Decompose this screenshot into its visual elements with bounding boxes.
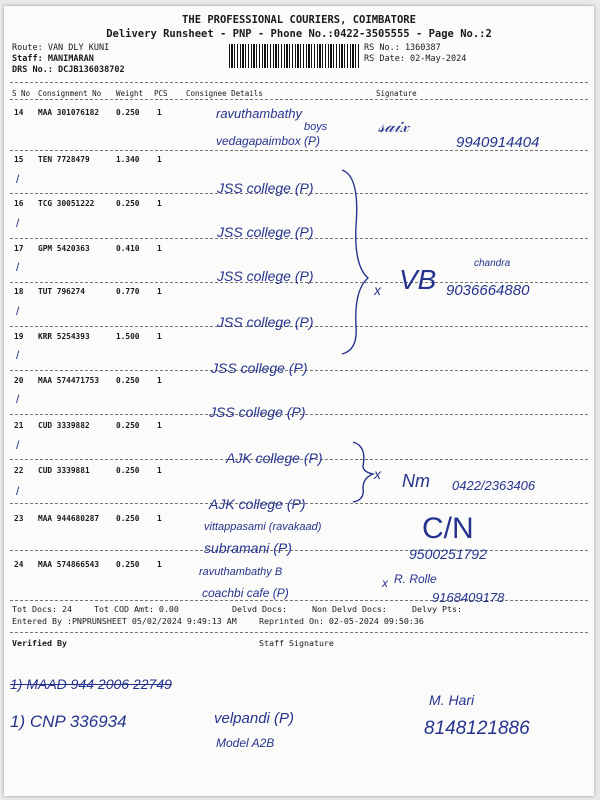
runsheet-page [4,6,594,796]
hw-r14-b: boys [304,121,328,133]
hw-r20: JSS college (P) [209,404,306,420]
row-19-weight: 1.500 [116,332,140,341]
staff-label: Staff: MANIMARAN [12,54,94,64]
hw-r18: JSS college (P) [217,314,314,330]
row-20-pcs: 1 [157,376,162,385]
row-14-weight: 0.250 [116,108,140,117]
total-docs: Tot Docs: 24 [12,604,72,614]
hw-cross-mark-3: x [382,576,388,590]
col-consignee: Consignee Details [186,89,263,98]
hw-r22-phone: 0422/2363406 [452,478,536,493]
hw-r24-a: ravuthambathy B [199,566,283,578]
row-21-consignment: CUD 3339882 [38,421,90,430]
row-21-pcs: 1 [157,421,162,430]
company-title: THE PROFESSIONAL COURIERS, COIMBATORE [182,14,416,26]
delivered-docs: Delvd Docs: [232,604,287,614]
hw-signature-nm: Nm [402,471,430,491]
row-22-pcs: 1 [157,466,162,475]
col-sno: S No [12,89,31,98]
hw-sig-phone: 9036664880 [446,282,530,299]
row-22-sno: 22 [14,466,24,475]
row-21-weight: 0.250 [116,421,140,430]
total-cod: Tot COD Amt: 0.00 [94,604,179,614]
hw-note-2: 1) CNP 336934 [10,712,127,731]
check-mark-19: / [16,348,20,362]
row-17-pcs: 1 [157,244,162,253]
row-21-sno: 21 [14,421,24,430]
col-consignment: Consignment No [38,89,102,98]
col-pcs: PCS [154,89,168,98]
row-19-consignment: KRR 5254393 [38,332,90,341]
hw-note-4: Model A2B [216,736,275,750]
row-20-sno: 20 [14,376,24,385]
reprinted-on: Reprinted On: 02-05-2024 09:50:36 [259,616,424,626]
hw-r16: JSS college (P) [217,224,314,240]
row-14-sno: 14 [14,108,24,117]
check-mark-21: / [16,438,20,452]
row-16-weight: 0.250 [116,199,140,208]
row-17-weight: 0.410 [116,244,140,253]
hw-r15: JSS college (P) [217,180,314,196]
row-24-weight: 0.250 [116,560,140,569]
barcode-image [229,44,361,68]
drs-label: DRS No.: DCJB136038702 [12,65,125,75]
row-22-consignment: CUD 3339881 [38,466,90,475]
row-16-sno: 16 [14,199,24,208]
hw-signature-squiggle: 𝓈𝒶𝒾𝓍 [378,116,409,136]
non-delivered-docs: Non Delvd Docs: [312,604,387,614]
hw-note-1: 1) MAAD 944 2006 22749 [10,676,172,692]
row-rule [10,550,588,551]
header-rule [10,82,588,83]
hw-r19: JSS college (P) [211,360,308,376]
row-14-consignment: MAA 301076182 [38,108,100,117]
hw-r23-sig: C/N [422,512,474,545]
check-mark-16: / [16,216,20,230]
hw-r24-phone: 9168409178 [432,590,505,605]
hw-r14-a: ravuthambathy [216,106,302,121]
check-mark-15: / [16,172,20,186]
hw-r17: JSS college (P) [217,268,314,284]
hw-r21: AJK college (P) [226,450,323,466]
rs-date: RS Date: 02-May-2024 [364,54,467,64]
row-18-pcs: 1 [157,287,162,296]
hw-note-5: M. Hari [429,692,475,708]
rs-number: RS No.: 1360387 [364,43,441,53]
hw-r24-b: coachbi cafe (P) [202,586,289,600]
row-23-weight: 0.250 [116,514,140,523]
row-16-consignment: TCG 30051222 [38,199,95,208]
hw-sig-name: chandra [474,258,511,269]
staff-signature-label: Staff Signature [259,638,334,648]
footer-rule [10,632,588,633]
hw-r22: AJK college (P) [209,496,306,512]
row-23-consignment: MAA 944680287 [38,514,100,523]
entered-by: Entered By :PNPRUNSHEET 05/02/2024 9:49:13 AM [12,616,237,626]
row-18-sno: 18 [14,287,24,296]
hw-r23-phone: 9500251792 [409,546,487,562]
hw-r23-b: subramani (P) [204,540,292,556]
row-24-consignment: MAA 574866543 [38,560,100,569]
row-19-sno: 19 [14,332,24,341]
delivery-points: Delvy Pts: [412,604,462,614]
row-20-consignment: MAA 574471753 [38,376,100,385]
row-22-weight: 0.250 [116,466,140,475]
col-weight: Weight [116,89,144,98]
check-mark-18: / [16,304,20,318]
hw-note-3: velpandi (P) [214,710,295,727]
row-23-pcs: 1 [157,514,162,523]
hw-r23-a: vittappasami (ravakaad) [204,521,322,533]
check-mark-17: / [16,260,20,274]
check-mark-22: / [16,484,20,498]
row-23-sno: 23 [14,514,24,523]
col-signature: Signature [376,89,417,98]
row-17-consignment: GPM 5420363 [38,244,90,253]
row-15-weight: 1.340 [116,155,140,164]
row-18-weight: 0.770 [116,287,140,296]
row-18-consignment: TUT 796274 [38,287,85,296]
verified-by: Verified By [12,638,67,648]
hw-cross-mark-2: x [374,466,381,482]
row-24-sno: 24 [14,560,24,569]
colhead-rule [10,99,588,100]
hw-cross-mark: x [374,282,381,298]
hw-r14-phone: 9940914404 [456,134,540,151]
row-19-pcs: 1 [157,332,162,341]
row-24-pcs: 1 [157,560,162,569]
hw-r14-c: vedagapaimbox (P) [216,134,321,148]
route-label: Route: VAN DLY KUNI [12,43,110,53]
row-15-consignment: TEN 7728479 [38,155,90,164]
row-15-pcs: 1 [157,155,162,164]
hw-note-6: 8148121886 [424,718,530,739]
row-15-sno: 15 [14,155,24,164]
row-17-sno: 17 [14,244,24,253]
hw-r24-sig: R. Rolle [394,572,437,586]
row-14-pcs: 1 [157,108,162,117]
row-20-weight: 0.250 [116,376,140,385]
row-16-pcs: 1 [157,199,162,208]
bracket-mark [334,166,374,356]
check-mark-20: / [16,392,20,406]
runsheet-subtitle: Delivery Runsheet - PNP - Phone No.:0422-3505555 - Page No.:2 [106,28,492,40]
hw-signature-vb: VB [399,264,437,295]
